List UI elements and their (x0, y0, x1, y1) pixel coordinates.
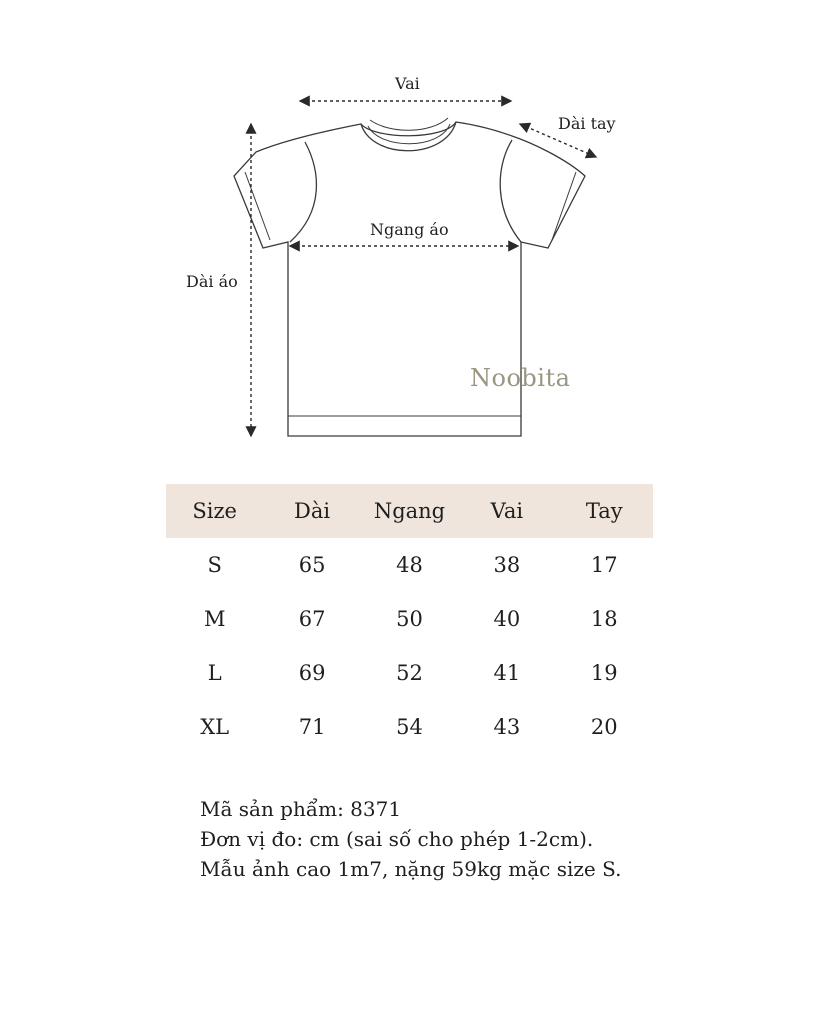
table-cell: XL (200, 715, 230, 739)
table-cell: 71 (298, 715, 326, 739)
table-cell: 38 (493, 553, 521, 577)
table-cell: 20 (590, 715, 618, 739)
table-row (166, 538, 653, 592)
sleeve-label: Dài tay (558, 114, 616, 133)
shoulder-label: Vai (395, 74, 420, 93)
table-cell: 52 (396, 661, 423, 685)
header-shoulder: Vai (458, 484, 555, 538)
table-row (166, 646, 653, 700)
table-cell: 69 (298, 661, 326, 685)
header-size: Size (166, 484, 263, 538)
table-cell: 54 (396, 715, 423, 739)
model-note: Mẫu ảnh cao 1m7, nặng 59kg mặc size S. (200, 857, 622, 881)
table-row (166, 700, 653, 754)
table-cell: 18 (590, 607, 618, 631)
table-cell: 67 (298, 607, 326, 631)
table-row (166, 592, 653, 646)
table-cell: 50 (396, 607, 423, 631)
product-notes (200, 794, 621, 884)
table-cell: 41 (493, 661, 521, 685)
length-label: Dài áo (186, 272, 238, 291)
table-cell: M (203, 607, 226, 631)
table-cell: 17 (590, 553, 618, 577)
table-cell: 48 (396, 553, 423, 577)
table-cell: 19 (590, 661, 618, 685)
size-chart-table (166, 484, 653, 754)
header-sleeve: Tay (556, 484, 653, 538)
unit-note: Đơn vị đo: cm (sai số cho phép 1-2cm). (200, 827, 594, 851)
table-cell: S (207, 553, 222, 577)
table-header-row (166, 484, 653, 538)
brand-watermark: Noobita (470, 364, 571, 392)
tshirt-measurement-diagram (0, 0, 819, 460)
product-code-note: Mã sản phẩm: 8371 (200, 797, 402, 821)
table-cell: L (207, 661, 222, 685)
table-cell: 65 (298, 553, 326, 577)
chest-label: Ngang áo (370, 220, 449, 239)
table-cell: 40 (493, 607, 521, 631)
header-chest: Ngang (361, 484, 458, 538)
header-length: Dài (263, 484, 360, 538)
table-cell: 43 (493, 715, 521, 739)
